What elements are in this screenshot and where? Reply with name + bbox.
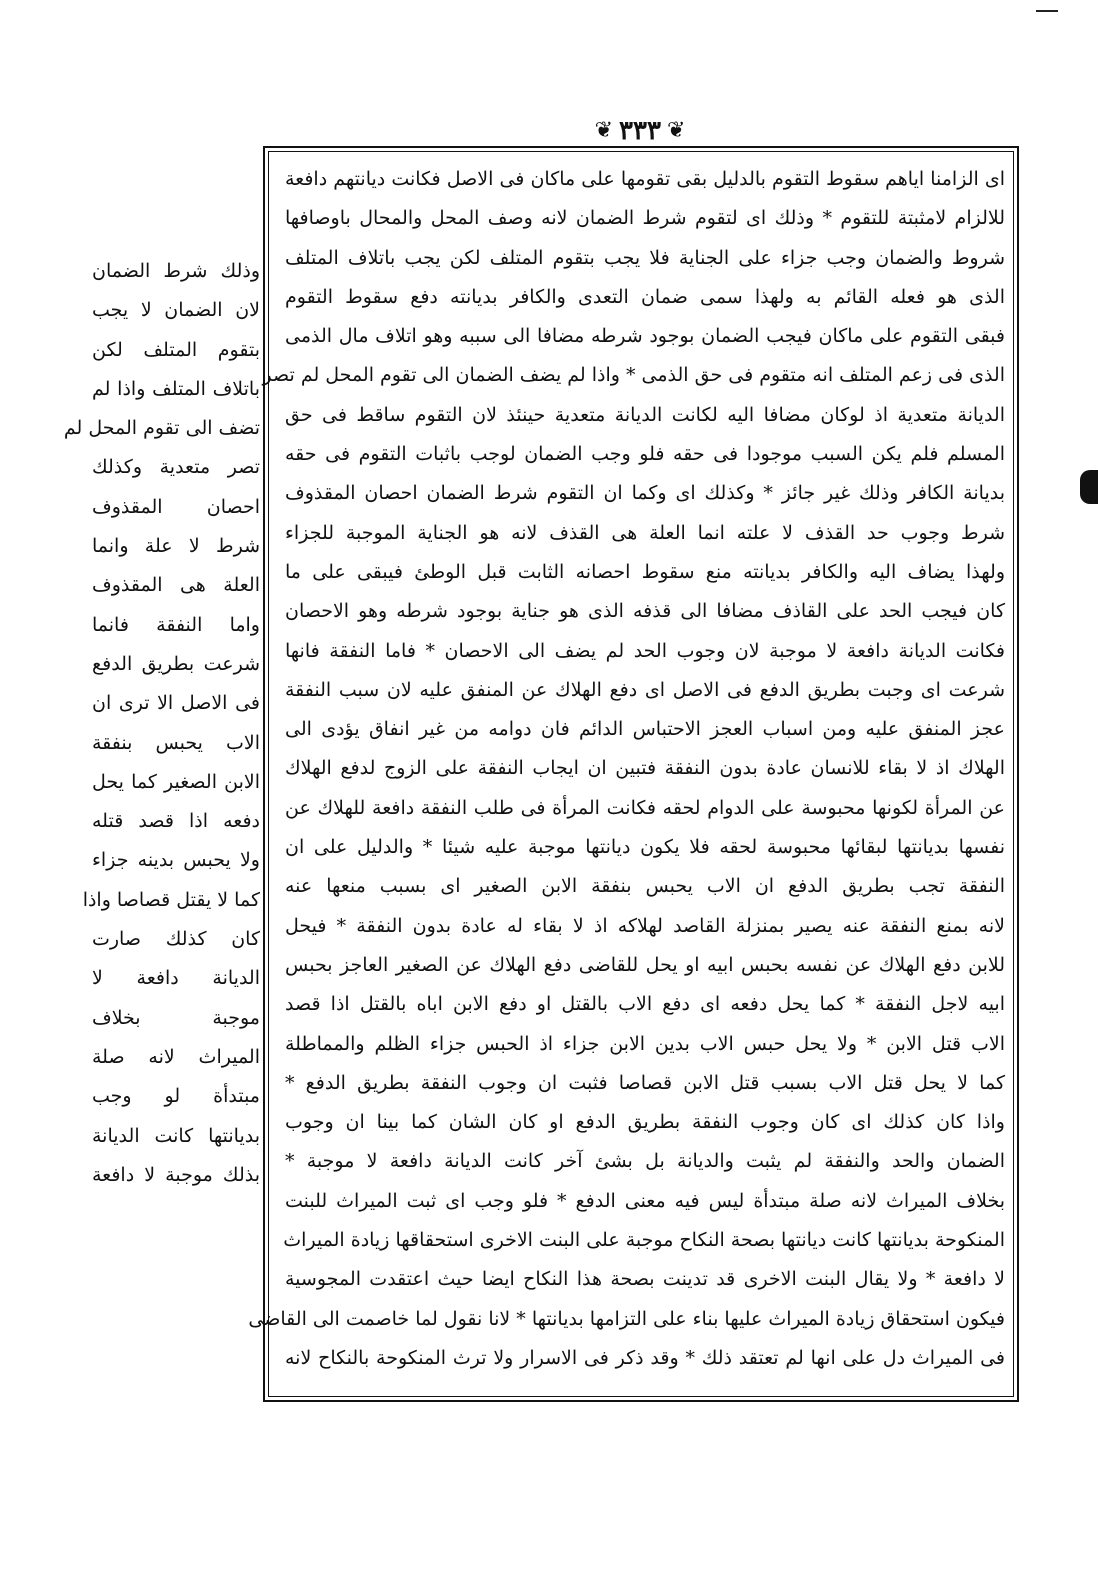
- main-text-line: الضمان والحد والنفقة لم يثبت والديانة بل بشئ آخر كانت الديانة دافعة لا موجبة *: [285, 1150, 1005, 1173]
- main-text-line: شروط والضمان وجب جزاء على الجناية فلا يجب بتقوم المتلف لكن يجب باتلاف المتلف: [285, 246, 1005, 269]
- side-text-line: لان الضمان لا يجب: [92, 299, 260, 322]
- side-text-line: بذلك موجبة لا دافعة: [92, 1163, 260, 1186]
- side-text-line: احصان المقذوف: [92, 495, 260, 518]
- main-text-line: ولهذا يضاف اليه والكافر بديانته منع سقوط احصانه الثابت قبل الوطئ فيبقى على ما: [285, 560, 1005, 583]
- main-text-line: اى الزامنا اياهم سقوط التقوم بالدليل بقى تقومها على ماكان فى الاصل فكانت ديانتهم دافعة: [285, 168, 1005, 190]
- side-text-line: شرط لا علة وانما: [92, 535, 260, 558]
- main-text-line: كان فيجب الحد على القاذف مضافا الى قذفه الذى هو جناية بوجود شرطه وهو الاحصان: [285, 600, 1005, 623]
- main-text-line: واذا كان كذلك اى كان وجوب النفقة بطريق الدفع او كان الشان كما بينا ان وجوب: [285, 1111, 1005, 1134]
- main-text-line: المنكوحة بديانتها كانت ديانتها بصحة النكاح موجبة على البنت الاخرى استحقاقها زيادة الميراث: [283, 1229, 1005, 1252]
- main-text-line: نفسها بديانتها لبقائها محبوسة لحقه فلا يكون ديانتها موجبة عليه شيئا * والدليل على ان: [285, 836, 1005, 859]
- side-text-line: وذلك شرط الضمان: [92, 260, 260, 282]
- side-text-line: ولا يحبس بدينه جزاء: [92, 849, 260, 872]
- side-text-line: تصر متعدية وكذلك: [92, 456, 260, 479]
- main-text-line: الديانة متعدية اذ لوكان مضافا اليه لكانت الديانة متعدية حينئذ لان التقوم ساقط فى حق: [285, 403, 1005, 426]
- main-text-line: بخلاف الميراث لانه صلة مبتدأة ليس فيه معنى الدفع * فلو وجب اى ثبت الميراث للبنت: [285, 1189, 1005, 1212]
- side-text-line: مبتدأة لو وجب: [92, 1085, 260, 1108]
- side-text-line: الديانة دافعة لا: [92, 967, 260, 990]
- side-text-line: بديانتها كانت الديانة: [92, 1124, 260, 1147]
- ornament-right-icon: ❦: [666, 118, 686, 143]
- main-text-line: الذى هو فعله القائم به ولهذا سمى ضمان التعدى والكافر بديانته دفع سقوط التقوم: [285, 285, 1005, 308]
- page-edge-mark: [1080, 470, 1098, 504]
- marginal-commentary: [63, 252, 260, 1195]
- main-text-line: النفقة تجب بطريق الدفع ان الاب يحبس بنفقة الابن الصغير اى بسبب منعها عنه: [285, 875, 1005, 898]
- page-header: [580, 114, 700, 148]
- side-text-line: الميراث لانه صلة: [92, 1045, 260, 1068]
- main-text-line: فى الميراث دل على انها لم تعتقد ذلك * وقد ذكر فى الاسرار ولا ترث المنكوحة بالنكاح لانه: [285, 1346, 1005, 1369]
- main-text-line: كما لا يحل قتل الاب بسبب قتل الابن قصاصا فثبت ان وجوب النفقة بطريق الدفع *: [285, 1071, 1005, 1094]
- scan-mark: [1036, 10, 1058, 12]
- main-text-line: فكانت الديانة دافعة لا موجبة لان وجوب الحد لم يضف الى الاحصان * فاما النفقة فانها: [285, 639, 1005, 662]
- main-text-line: شرط وجوب حد القذف لا علته انما العلة هى القذف لانه هو الجناية الموجبة للجزاء: [285, 521, 1005, 544]
- main-text-line: الاب قتل الابن * ولا يحل حبس الاب بدين الابن جزاء اذ الحبس جزاء الظلم والمماطلة: [285, 1032, 1005, 1055]
- side-text-line: موجبة بخلاف: [92, 1006, 260, 1029]
- side-text-line: دفعه اذا قصد قتله: [92, 810, 260, 833]
- main-text-line: الذى فى زعم المتلف انه متقوم فى حق الذمى * واذا لم يضف الضمان الى تقوم المحل لم تصر: [262, 364, 1005, 387]
- main-text-line: فبقى التقوم على ماكان فيجب الضمان بوجود شرطه مضافا الى سببه وهو اتلاف مال الذمى: [285, 325, 1005, 348]
- main-text-line: الهلاك اذ لا بقاء للانسان عادة بدون النفقة فتبين ان ايجاب النفقة على الزوج لدفع الهلاك: [285, 757, 1005, 780]
- side-text-line: بتقوم المتلف لكن: [92, 338, 260, 361]
- side-text-line: شرعت بطريق الدفع: [92, 652, 260, 675]
- side-text-line: باتلاف المتلف واذا لم: [92, 377, 260, 400]
- main-text-line: للالزام لامثبتة للتقوم * وذلك اى لتقوم شرط الضمان لانه وصف المحل والمحال باوصافها: [285, 207, 1005, 230]
- side-text-line: فى الاصل الا ترى ان: [92, 692, 260, 715]
- side-text-line: الابن الصغير كما يحل: [92, 770, 260, 793]
- side-text-line: كان كذلك صارت: [92, 928, 260, 951]
- page-number: ٣٣٣: [619, 116, 661, 146]
- main-text-line: ابيه لاجل النفقة * كما يحل دفعه اى دفع الاب بالقتل او دفع الابن اباه بالقتل اذا قصد: [285, 993, 1005, 1016]
- main-text-line: المسلم فلم يكن السبب موجودا فى حقه فلو وجب الضمان لوجب باثبات التقوم فى حقه: [285, 443, 1005, 466]
- main-text-line: عجز المنفق عليه ومن اسباب العجز الاحتباس الدائم فان دوامه من غير انفاق يؤدى الى: [285, 718, 1005, 741]
- main-text-line: شرعت اى وجبت بطريق الدفع فى الاصل اى دفع الهلاك عن المنفق عليه لان سبب النفقة: [285, 678, 1005, 701]
- ornament-left-icon: ❦: [594, 118, 614, 143]
- main-text-line: للابن دفع الهلاك عن نفسه بحبس ابيه او يحل للقاضى دفع الهلاك عن الصغير العاجز بحبس: [285, 953, 1005, 976]
- main-text-line: عن المرأة لكونها محبوسة على الدوام لحقه فكانت المرأة فى طلب النفقة دافعة للهلاك عن: [285, 796, 1005, 819]
- side-text-line: واما النفقة فانما: [92, 613, 260, 636]
- main-text-line: لانه بمنع النفقة عنه يصير بمنزلة القاصد لهلاكه اذ لا بقاء له عادة بدون النفقة * فيحل: [285, 914, 1005, 937]
- side-text-line: الاب يحبس بنفقة: [92, 731, 260, 754]
- main-text-block: [248, 160, 1005, 1378]
- main-text-line: فيكون استحقاق زيادة الميراث عليها بناء على التزامها بديانتها * لانا نقول لما خاصمت الى القاضى: [248, 1307, 1005, 1330]
- side-text-line: كما لا يقتل قصاصا واذا: [82, 888, 260, 911]
- side-text-line: العلة هى المقذوف: [92, 574, 260, 597]
- side-text-line: تضف الى تقوم المحل لم: [63, 417, 260, 440]
- main-text-line: بديانة الكافر وذلك غير جائز * وكذلك اى وكما ان التقوم شرط الضمان احصان المقذوف: [285, 482, 1005, 505]
- main-text-line: لا دافعة * ولا يقال البنت الاخرى قد تدينت بصحة هذا النكاح ايضا حيث اعتقدت المجوسية: [285, 1268, 1005, 1291]
